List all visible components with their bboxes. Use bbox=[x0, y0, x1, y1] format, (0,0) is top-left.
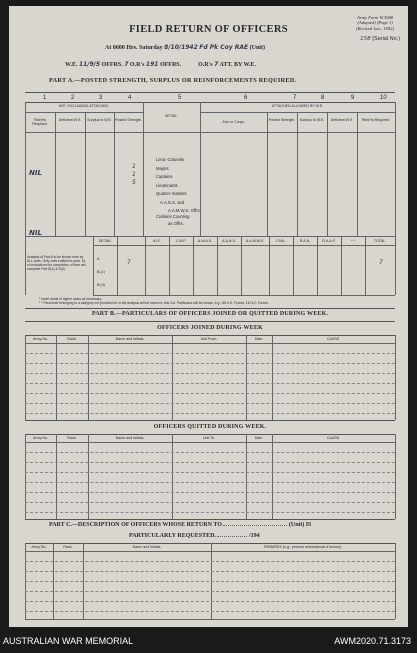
grid-line bbox=[293, 236, 294, 295]
grid-line bbox=[395, 543, 396, 619]
header-line-1 bbox=[105, 44, 265, 51]
rank-item: Lieut.-Colonels bbox=[156, 157, 184, 162]
army-form-line: (Adapted) (Page 1) bbox=[357, 20, 393, 26]
grid-line bbox=[217, 236, 218, 295]
part-b-title: PART B.—PARTICULARS OF OFFICERS JOINED OR QUITTED DURING WEEK. bbox=[91, 311, 329, 317]
posted-strength-values bbox=[132, 163, 136, 187]
col-number: 10 bbox=[380, 95, 387, 101]
part-c-line-2 bbox=[129, 533, 260, 539]
analysis-col-header: R.A.A.F. bbox=[322, 239, 336, 243]
grid-line bbox=[85, 112, 86, 236]
ruled-line bbox=[25, 413, 395, 414]
col-header: Posted Strength. bbox=[115, 118, 142, 122]
serial-number-value: 158 bbox=[360, 36, 371, 42]
grid-line bbox=[272, 335, 273, 420]
ruled-line bbox=[25, 403, 395, 404]
we-value: 11/9/5 bbox=[78, 61, 101, 68]
analysis-col-header: DETAIL bbox=[98, 239, 112, 243]
rule bbox=[25, 519, 395, 520]
grid-line bbox=[145, 236, 146, 295]
grid-line bbox=[88, 335, 89, 420]
offrs-label-2: OFFRS. bbox=[159, 62, 182, 68]
col-header: Name and Initials. bbox=[132, 545, 162, 549]
ruled-line bbox=[25, 462, 395, 463]
ruled-line bbox=[25, 353, 395, 354]
part-c-title bbox=[49, 522, 311, 528]
rule bbox=[25, 308, 395, 309]
rank-item: A.A.N.S. and bbox=[160, 199, 185, 205]
col-header: REMARKS (e.g., present whereabouts if known). bbox=[264, 545, 342, 549]
unit-name: Fd Pk Coy RAE bbox=[199, 44, 249, 51]
grid-line bbox=[56, 335, 57, 420]
rule bbox=[25, 321, 395, 322]
ruled-line bbox=[25, 492, 395, 493]
posted-value: 1 bbox=[132, 171, 136, 178]
col-header: Army No. bbox=[33, 436, 48, 440]
analysis-col-header: CIVIL. bbox=[276, 239, 286, 243]
ruled-line bbox=[25, 363, 395, 364]
rule bbox=[25, 102, 395, 103]
quitted-title: OFFICERS QUITTED DURING WEEK. bbox=[153, 424, 267, 430]
grid-line bbox=[25, 112, 143, 113]
grid-line bbox=[25, 132, 395, 133]
grid-line bbox=[88, 434, 89, 519]
unit-label: (Unit) bbox=[249, 45, 265, 51]
col-header: Date. bbox=[254, 337, 264, 341]
analysis-row-label: B.(1) bbox=[97, 270, 105, 274]
att-label: ATT. BY W.E. bbox=[219, 62, 256, 68]
grid-line bbox=[357, 112, 358, 236]
part-c-title-text: PART C.—DESCRIPTION OF OFFICERS WHOSE RETURN TO bbox=[49, 522, 222, 528]
analysis-col-header: A.W.A.S. bbox=[197, 239, 213, 243]
grid-line bbox=[93, 245, 395, 246]
rank-item: as Offrs. bbox=[168, 220, 184, 226]
nil-entry: NIL bbox=[29, 169, 42, 177]
caption-right: AWM2020.71.3173 bbox=[334, 636, 411, 646]
ruled-line bbox=[25, 512, 395, 513]
footnote: * * Personnel belonging to a category not provided for in the analysis will be shown in this Col. Particulars will be shown, e.g., 86 U.K. Forces; 16 N.Z. Forces. bbox=[39, 301, 269, 305]
army-form-line: (Revised Jan., 1942) bbox=[356, 25, 394, 31]
form-title: FIELD RETURN OF OFFICERS bbox=[129, 24, 288, 35]
army-form-line: Army Form W.3008 bbox=[357, 15, 394, 20]
grid-line bbox=[25, 343, 395, 344]
col-header: CAUSE. bbox=[326, 337, 341, 341]
col-header: Surplus to W.E. bbox=[299, 118, 325, 122]
analysis-row-label: B.(II) bbox=[97, 283, 105, 287]
analysis-col-header: R.A.N. bbox=[299, 239, 311, 243]
form-page bbox=[9, 6, 408, 627]
col-header: Surplus to W.E. bbox=[87, 118, 112, 122]
nil-entry: NIL bbox=[29, 229, 42, 237]
analysis-col-header: TOTAL. bbox=[373, 239, 387, 243]
ruled-line bbox=[25, 373, 395, 374]
rule bbox=[25, 434, 395, 435]
grid-line bbox=[246, 434, 247, 519]
serial-number-label: (Serial No.) bbox=[372, 36, 400, 42]
col-number: 7 bbox=[293, 95, 297, 101]
grid-line bbox=[365, 236, 366, 295]
grid-line bbox=[143, 102, 144, 236]
grid-line bbox=[25, 236, 395, 237]
grid-line bbox=[193, 236, 194, 295]
part-a-title: PART A.—POSTED STRENGTH, SURPLUS OR REINFORCEMENTS REQUIRED. bbox=[49, 77, 297, 84]
grid-line bbox=[241, 236, 242, 295]
ors-label-2: O.R's bbox=[198, 62, 213, 68]
col-header: Date. bbox=[254, 436, 264, 440]
grid-line bbox=[317, 236, 318, 295]
ruled-line bbox=[25, 393, 395, 394]
analysis-total: 7 bbox=[379, 259, 383, 266]
footnote: * Insert detail of higher ranks as necessary. bbox=[39, 297, 102, 301]
header-line-2 bbox=[65, 61, 256, 68]
rule bbox=[25, 420, 395, 421]
offrs-label: OFFRS. bbox=[101, 62, 123, 68]
grid-line bbox=[172, 335, 173, 420]
col-number: 1 bbox=[43, 95, 47, 101]
col-header: Rank. bbox=[67, 337, 77, 341]
col-header: Army No. bbox=[33, 337, 48, 341]
analysis-col-header: * * bbox=[351, 239, 355, 243]
col-header: Army No. bbox=[31, 545, 47, 549]
analysis-col-header: A.A.M.W.S. bbox=[245, 239, 265, 243]
rank-item: Civilians Counting bbox=[156, 213, 190, 219]
return-date: 8/10/1942 bbox=[164, 44, 198, 51]
rank-item: Majors bbox=[156, 165, 169, 171]
ruled-line bbox=[25, 482, 395, 483]
col-header: Reinf'ts Required. bbox=[361, 118, 391, 122]
rule bbox=[25, 92, 395, 93]
grid-line bbox=[272, 434, 273, 519]
grid-line bbox=[395, 434, 396, 519]
col-header: Arm or Corps. bbox=[222, 120, 245, 124]
rule bbox=[25, 543, 395, 544]
caption-left: AUSTRALIAN WAR MEMORIAL bbox=[3, 636, 134, 646]
we-label: W.E. bbox=[65, 62, 78, 68]
offrs-value: 7 bbox=[124, 61, 129, 68]
grid-line bbox=[267, 112, 268, 236]
ruled-line bbox=[25, 581, 395, 582]
grid-line bbox=[169, 236, 170, 295]
analysis-row-label: A. bbox=[97, 257, 101, 261]
ruled-line bbox=[25, 561, 395, 562]
ruled-line bbox=[25, 591, 395, 592]
posted-value: 1 bbox=[132, 163, 136, 170]
col-header: Deficient W.E. bbox=[58, 118, 82, 122]
grid-line bbox=[297, 112, 298, 236]
col-header: CAUSE. bbox=[326, 436, 341, 440]
rank-item: Captains bbox=[156, 174, 173, 180]
ruled-line bbox=[25, 383, 395, 384]
grid-line bbox=[395, 335, 396, 420]
grid-line bbox=[172, 434, 173, 519]
grid-line bbox=[246, 335, 247, 420]
analysis-value: 7 bbox=[127, 259, 131, 266]
grid-line bbox=[93, 295, 395, 296]
joined-title: OFFICERS JOINED DURING WEEK bbox=[157, 325, 263, 331]
part-c-unit-label: (Unit) IS bbox=[288, 522, 312, 528]
col-number: 5 bbox=[178, 95, 182, 101]
col-header: Rank. bbox=[63, 545, 73, 549]
grid-line bbox=[117, 236, 118, 295]
grid-line bbox=[395, 102, 396, 295]
grid-line bbox=[269, 236, 270, 295]
col-header: Reinf'ts Required. bbox=[32, 118, 48, 126]
rank-item: Quarter-masters bbox=[156, 191, 187, 197]
ruled-line bbox=[25, 502, 395, 503]
part-c-date: /194 bbox=[248, 533, 260, 539]
grid-line bbox=[55, 112, 56, 236]
analysis-col-header: C.M.F. bbox=[175, 239, 187, 243]
grid-line bbox=[25, 551, 395, 552]
analysis-col-header: A.I.F. bbox=[152, 239, 162, 243]
rule bbox=[25, 335, 395, 336]
ruled-line bbox=[25, 601, 395, 602]
serial-number bbox=[360, 36, 400, 42]
analysis-note: Analysis of Part A to be shown here by ALL units. Only units entitled to para. 16 of instructions for completion of form will complete Part B(1) & B(II). bbox=[27, 255, 86, 271]
grid-line bbox=[200, 112, 395, 113]
rank-item: Lieutenants bbox=[156, 182, 178, 188]
time-label: At 0600 Hrs. Saturday bbox=[105, 45, 163, 51]
grid-line bbox=[25, 442, 395, 443]
rank-detail-list bbox=[156, 156, 201, 226]
grid-line bbox=[56, 434, 57, 519]
grid-line bbox=[114, 112, 115, 236]
grid-line bbox=[25, 335, 26, 420]
ruled-line bbox=[25, 571, 395, 572]
col-header: Deficient W.E. bbox=[330, 118, 354, 122]
col-header: Unit To. bbox=[202, 436, 216, 440]
grid-line bbox=[341, 236, 342, 295]
ruled-line bbox=[25, 452, 395, 453]
rank-item: A.A.M.W.S. Offrs. bbox=[168, 207, 201, 213]
ors-value: 191 bbox=[145, 61, 159, 68]
grid-line bbox=[93, 236, 94, 295]
col-number: 8 bbox=[321, 95, 325, 101]
col-header: Name and Initials. bbox=[115, 337, 145, 341]
col-number: 4 bbox=[128, 95, 132, 101]
col-number: 3 bbox=[99, 95, 103, 101]
ruled-line bbox=[25, 472, 395, 473]
ruled-line bbox=[25, 611, 395, 612]
posted-value: 5 bbox=[132, 179, 136, 186]
grid-line bbox=[25, 619, 395, 620]
grid-line bbox=[327, 112, 328, 236]
ors-value-2: 7 bbox=[214, 61, 219, 68]
col-number: 9 bbox=[351, 95, 355, 101]
col-header: Posted Strength. bbox=[268, 118, 296, 122]
part-c-requested: PARTICULARLY REQUESTED. bbox=[129, 533, 216, 539]
col-header: Rank. bbox=[67, 436, 77, 440]
grid-line bbox=[25, 102, 26, 295]
analysis-col-header: A.A.N.S. bbox=[222, 239, 236, 243]
ors-label: O.R's bbox=[129, 62, 145, 68]
attached-allowed-header: ATTACHED ALLOWED BY W.E. bbox=[271, 104, 324, 108]
col-number: 2 bbox=[71, 95, 75, 101]
col-header: Name and Initials. bbox=[115, 436, 145, 440]
col-header: Unit From. bbox=[200, 337, 218, 341]
we-excluding-header: W.E. EXCLUDING ATTACHED. bbox=[58, 104, 110, 108]
detail-header: DETAIL. bbox=[164, 114, 179, 118]
col-number: 6 bbox=[244, 95, 248, 101]
grid-line bbox=[25, 434, 26, 519]
